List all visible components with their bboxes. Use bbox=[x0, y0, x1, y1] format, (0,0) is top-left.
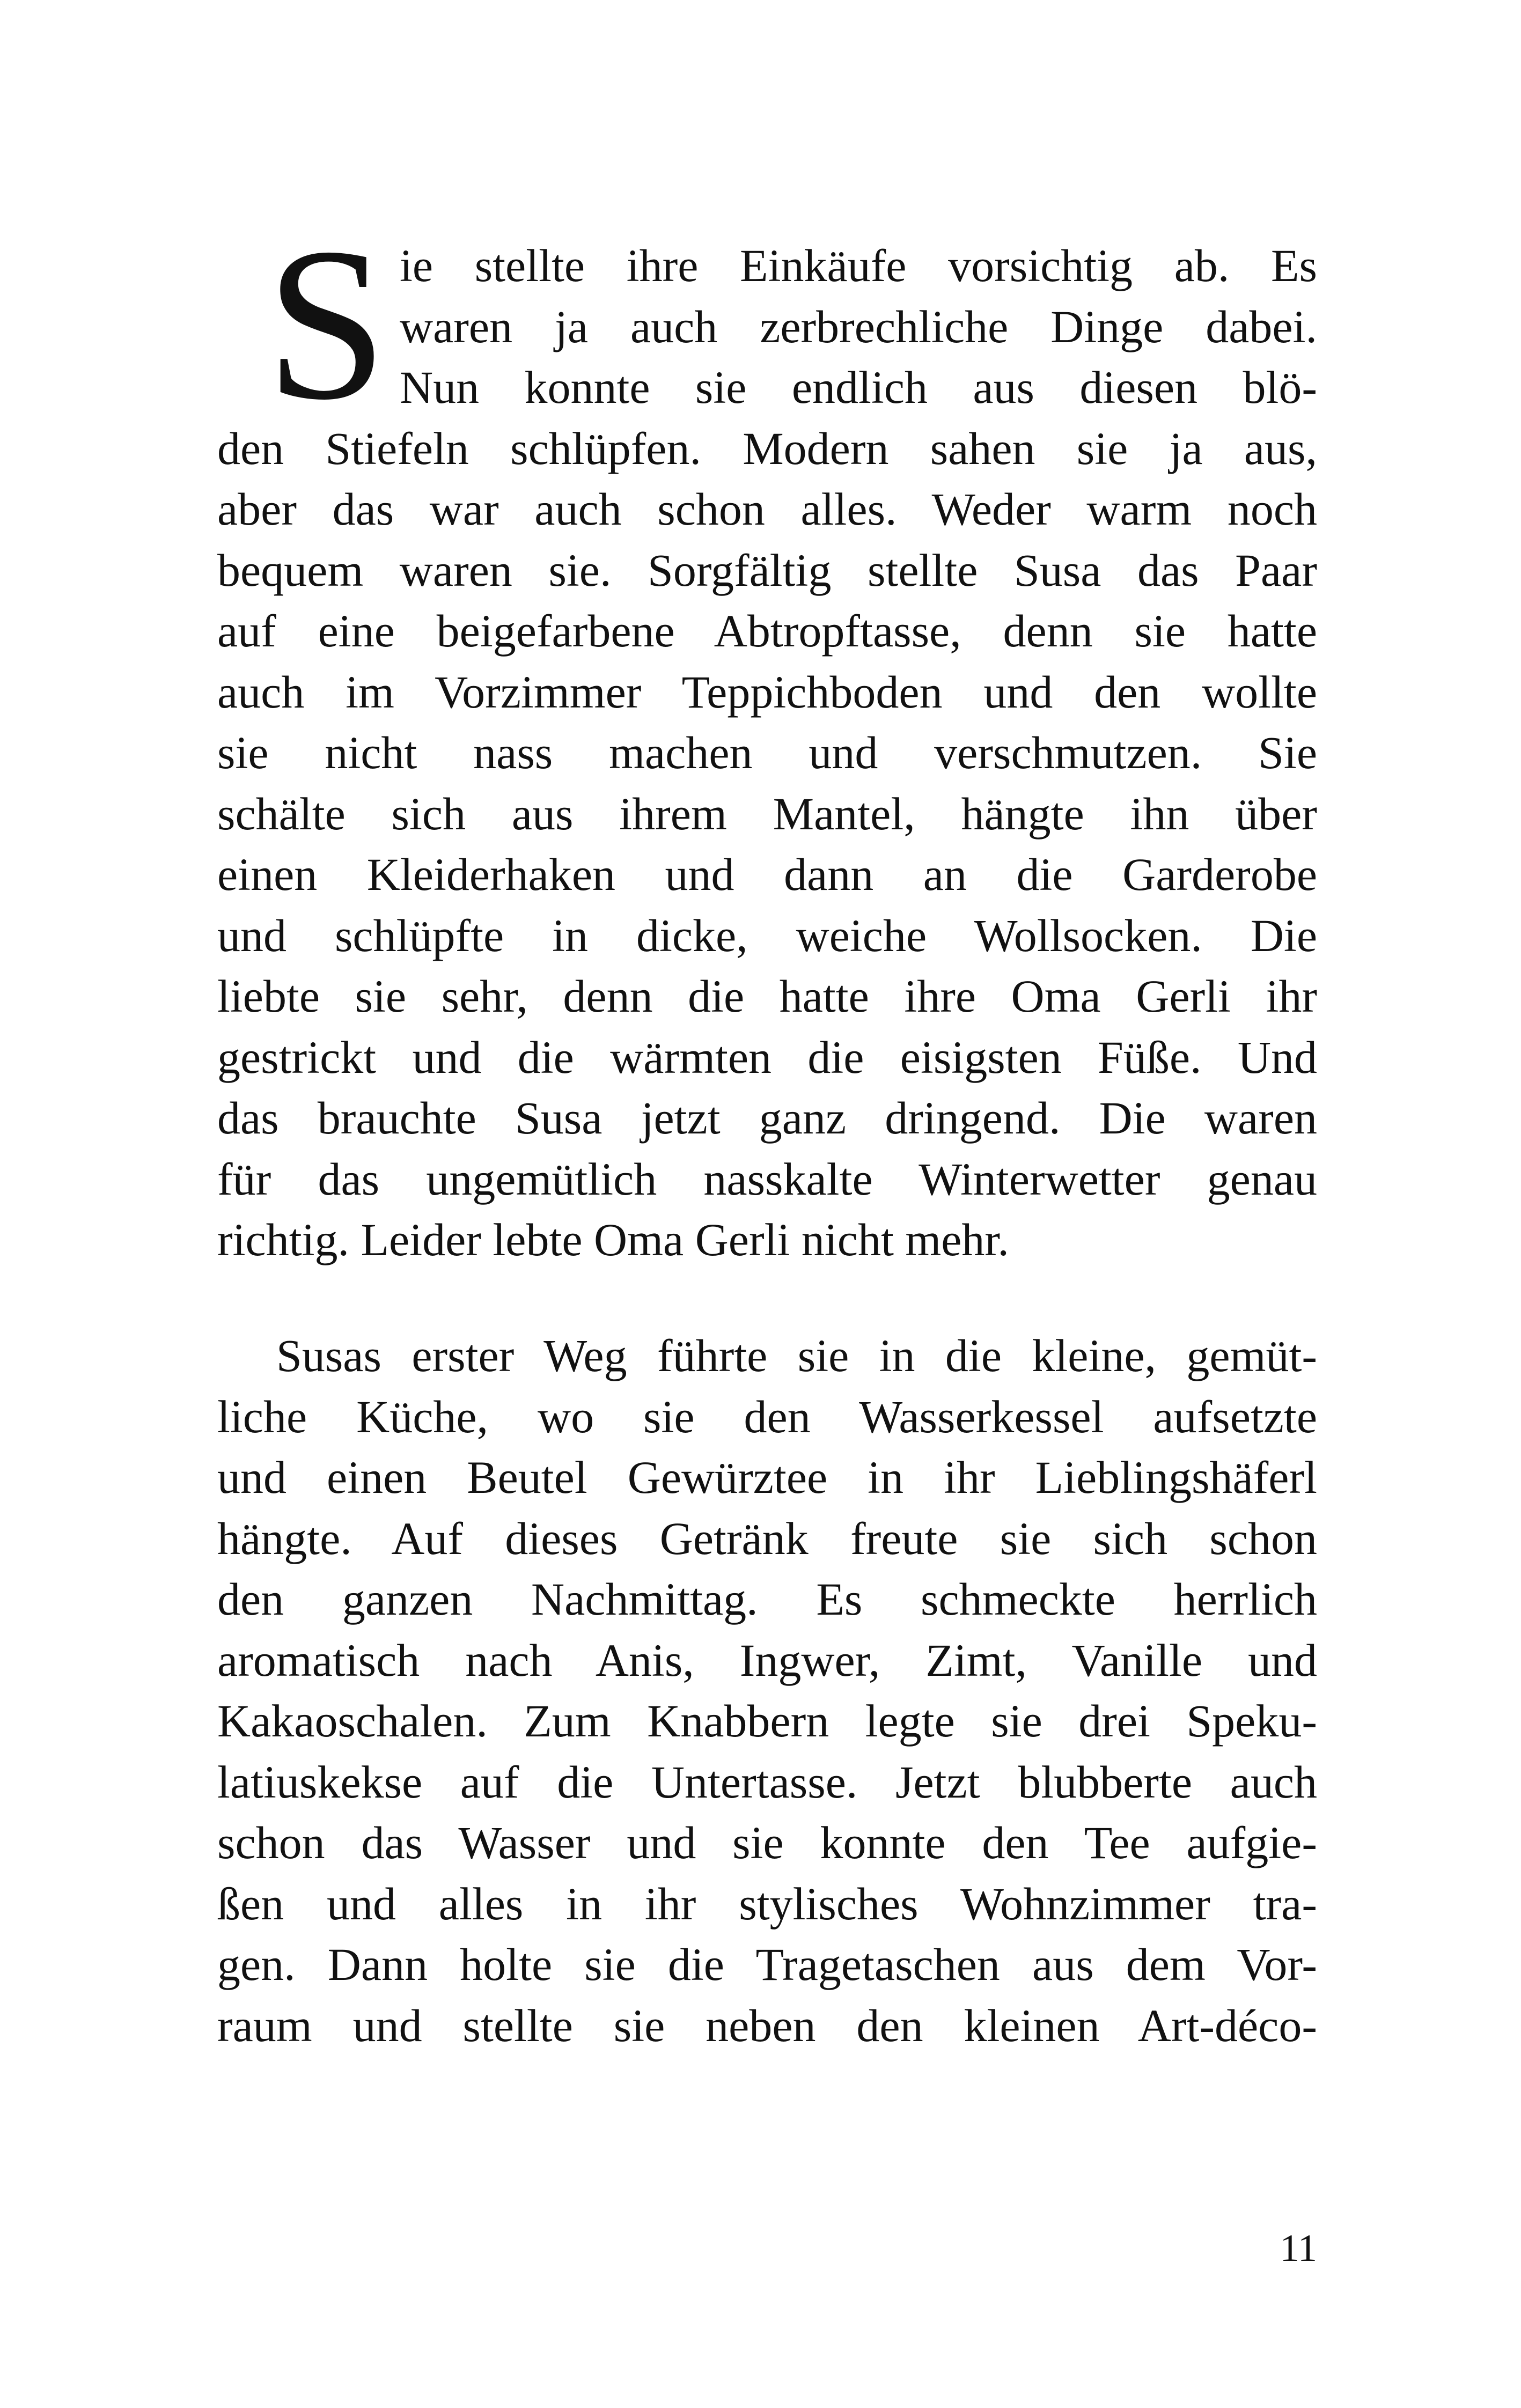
text-line: latiuskekse auf die Untertasse. Jetzt blubberte auch bbox=[217, 1756, 1317, 1808]
page-number: 11 bbox=[1280, 2227, 1317, 2270]
drop-cap: S bbox=[266, 203, 387, 445]
text-line: das brauchte Susa jetzt ganz dringend. Die waren bbox=[217, 1092, 1317, 1144]
text-line: und einen Beutel Gewürztee in ihr Lieblingshäferl bbox=[217, 1452, 1317, 1503]
text-line: gestrickt und die wärmten die eisigsten Füße. Und bbox=[217, 1031, 1317, 1083]
text-line: den ganzen Nachmittag. Es schmeckte herrlich bbox=[217, 1573, 1317, 1625]
text-line: auch im Vorzimmer Teppichboden und den wollte bbox=[217, 666, 1317, 718]
text-line: ßen und alles in ihr stylisches Wohnzimmer tra- bbox=[217, 1877, 1317, 1930]
text-line: sie nicht nass machen und verschmutzen. Sie bbox=[217, 727, 1317, 778]
text-line: hängte. Auf dieses Getränk freute sie sich schon bbox=[217, 1512, 1317, 1564]
text-line: gen. Dann holte sie die Tragetaschen aus dem Vor- bbox=[217, 1939, 1317, 1990]
text-line: und schlüpfte in dicke, weiche Wollsocken. Die bbox=[217, 909, 1317, 961]
text-line: Nun konnte sie endlich aus diesen blö- bbox=[400, 362, 1317, 413]
text-line: richtig. Leider lebte Oma Gerli nicht mehr. bbox=[217, 1214, 1009, 1265]
text-line: aromatisch nach Anis, Ingwer, Zimt, Vanille und bbox=[217, 1634, 1317, 1686]
text-line: für das ungemütlich nasskalte Winterwetter genau bbox=[217, 1153, 1317, 1205]
text-line: Kakaoschalen. Zum Knabbern legte sie drei Speku- bbox=[217, 1695, 1317, 1747]
text-line: waren ja auch zerbrechliche Dinge dabei. bbox=[400, 300, 1317, 352]
text-line: ie stellte ihre Einkäufe vorsichtig ab. Es bbox=[400, 240, 1317, 291]
text-line: raum und stellte sie neben den kleinen Art-déco- bbox=[217, 1999, 1317, 2051]
text-line: einen Kleiderhaken und dann an die Garderobe bbox=[217, 849, 1317, 900]
text-line: den Stiefeln schlüpfen. Modern sahen sie ja aus, bbox=[217, 422, 1317, 474]
text-line: Susas erster Weg führte sie in die kleine, gemüt- bbox=[276, 1330, 1317, 1381]
text-line: bequem waren sie. Sorgfältig stellte Susa das Paar bbox=[217, 544, 1317, 596]
text-line: aber das war auch schon alles. Weder warm noch bbox=[217, 483, 1317, 535]
text-line: liebte sie sehr, denn die hatte ihre Oma Gerli ihr bbox=[217, 970, 1317, 1022]
text-line: liche Küche, wo sie den Wasserkessel aufsetzte bbox=[217, 1390, 1317, 1442]
text-line: schon das Wasser und sie konnte den Tee aufgie- bbox=[217, 1817, 1317, 1868]
text-line: schälte sich aus ihrem Mantel, hängte ihn über bbox=[217, 787, 1317, 840]
text-line: auf eine beigefarbene Abtropftasse, denn sie hatte bbox=[217, 605, 1317, 657]
